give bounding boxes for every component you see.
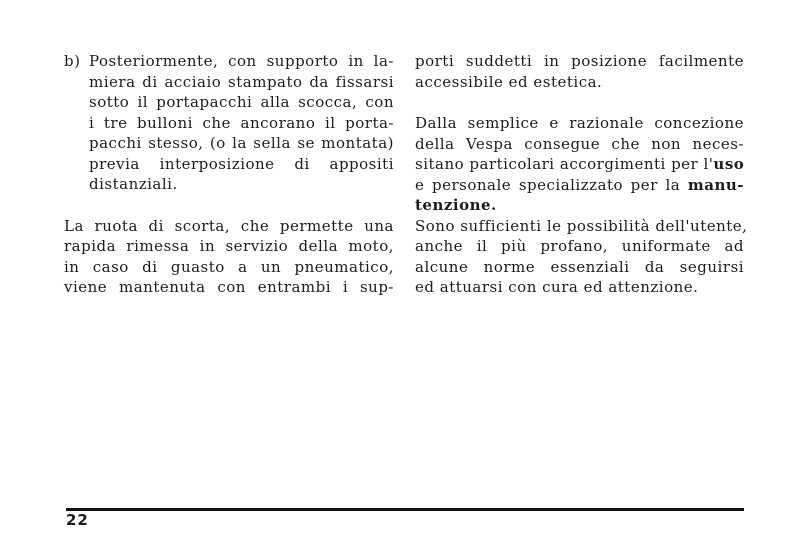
left-column — [64, 51, 394, 298]
footer-rule — [66, 508, 744, 511]
text-fragment: e personale specializzato per la — [415, 175, 688, 194]
paragraph-maintenance — [415, 113, 748, 298]
text-line: miera di acciaio stampato da fissarsi — [89, 72, 394, 91]
list-marker: b) — [64, 52, 81, 70]
text-line: previa interposizione di appositi — [89, 154, 394, 173]
bold-term-manutenzione-end: tenzione. — [415, 196, 497, 214]
text-line: in caso di guasto a un pneumatico, — [64, 257, 394, 276]
text-line: i tre bulloni che ancorano il porta- — [89, 113, 394, 132]
text-line: porti suddetti in posizione facilmente — [415, 52, 744, 70]
text-line: La ruota di scorta, che permette una — [64, 216, 394, 235]
text-line: rapida rimessa in servizio della moto, — [64, 237, 394, 255]
list-item-b — [64, 51, 394, 195]
text-line: distanziali. — [89, 175, 178, 193]
text-line: pacchi stesso, (o la sella se montata) — [89, 134, 394, 152]
text-line: accessibile ed estetica. — [415, 72, 603, 91]
text-fragment: sitano particolari accorgimenti per l' — [415, 155, 714, 173]
text-line: Posteriormente, con supporto in la- — [89, 52, 394, 70]
text-line: Dalla semplice e razionale concezione — [415, 114, 744, 132]
list-item-body — [89, 51, 394, 195]
page-number: 22 — [66, 511, 89, 529]
text-line: anche il più profano, uniformate ad — [415, 237, 744, 255]
text-line: viene mantenuta con entrambi i sup- — [64, 278, 394, 296]
paragraph-continuation — [415, 51, 744, 92]
text-line: ed attuarsi con cura ed attenzione. — [415, 278, 699, 296]
text-line: sotto il portapacchi alla scocca, con — [89, 93, 394, 111]
bold-term-uso: uso — [713, 155, 745, 173]
text-line: della Vespa consegue che non neces- — [415, 134, 744, 153]
text-line — [415, 154, 744, 175]
paragraph-spare-wheel — [64, 216, 394, 298]
text-line: alcune norme essenziali da seguirsi — [415, 257, 744, 276]
text-line: Sono sufficienti le possibilità dell'utente, — [415, 216, 748, 235]
text-line — [415, 175, 744, 196]
right-column — [415, 51, 748, 298]
bold-term-manutenzione: manu- — [687, 175, 744, 194]
